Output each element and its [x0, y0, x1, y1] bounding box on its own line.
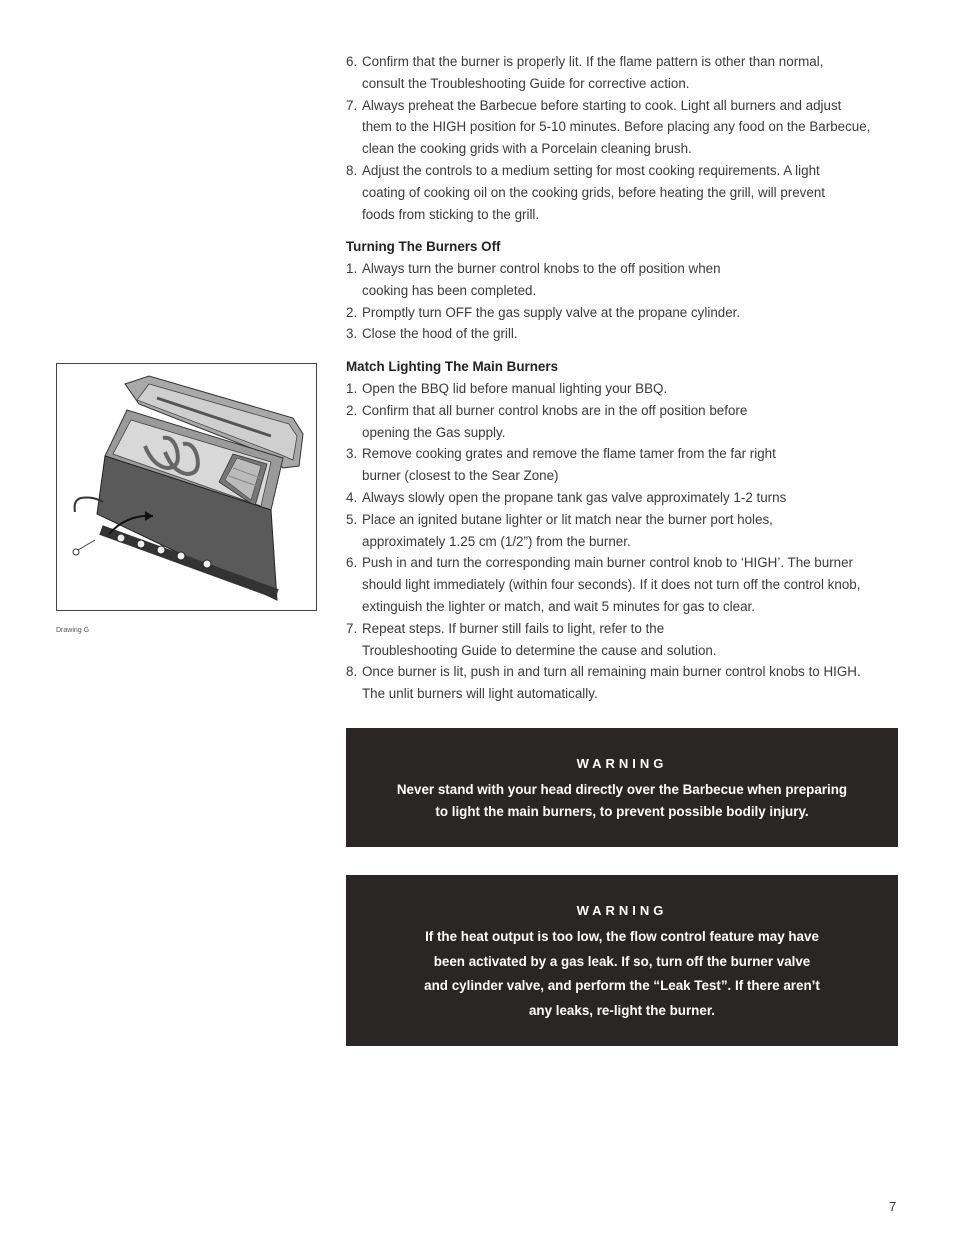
match-lighting-list	[346, 378, 906, 705]
warning-box-head-position	[346, 728, 898, 847]
section-heading: Turning The Burners Off	[346, 239, 501, 254]
list-item: 1. Open the BBQ lid before manual lighting your BBQ.	[346, 381, 668, 396]
list-item: 2. Confirm that all burner control knobs are in the off position before opening the Gas supply.	[346, 402, 748, 440]
figure-caption: Drawing G	[56, 627, 90, 634]
list-item: 6. Push in and turn the corresponding main burner control knob to ‘HIGH’. The burner should light immediately (within four seconds). If it does not turn off the control knob, extinguish the lighter or match, and wait 5 minutes for gas to clear.	[346, 555, 861, 614]
list-item: 7. Always preheat the Barbecue before starting to cook. Light all burners and adjust them to the HIGH position for 5-10 minutes. Before placing any food on the Barbecue, clean the cooking grids with a Porcelain cleaning brush.	[346, 97, 871, 157]
list-item: 3. Remove cooking grates and remove the flame tamer from the far right burner (closest to the Sear Zone)	[346, 446, 776, 484]
drawing-g-figure	[56, 363, 317, 611]
continued-steps-section	[346, 51, 906, 225]
list-item: 1. Always turn the burner control knobs to the off position when cooking has been completed.	[346, 261, 721, 298]
turning-off-section	[346, 237, 906, 345]
warning-title: WARNING	[576, 903, 668, 918]
match-lighting-section	[346, 357, 906, 705]
list-item: 3. Close the hood of the grill.	[346, 326, 518, 342]
list-item: 8. Adjust the controls to a medium setting for most cooking requirements. A light coating of cooking oil on the cooking grids, before heating the grill, will prevent foods from sticking to the grill.	[346, 162, 825, 222]
warning-message: If the heat output is too low, the flow control feature may have been activated by a gas leak. If so, turn off the burner valve and cylinder valve, and perform the “Leak Test”. If there aren’t any leaks, re-light the burner.	[424, 929, 820, 1018]
page-number: 7	[889, 1199, 897, 1214]
list-item: 8. Once burner is lit, push in and turn all remaining main burner control knobs to HIGH. The unlit burners will light automatically.	[346, 664, 861, 702]
warning-title: WARNING	[576, 756, 668, 771]
turning-off-list	[346, 258, 906, 345]
section-heading: Match Lighting The Main Burners	[346, 359, 559, 374]
list-item: 4. Always slowly open the propane tank gas valve approximately 1-2 turns	[346, 489, 787, 505]
list-item: 6. Confirm that the burner is properly lit. If the flame pattern is other than normal, consult the Troubleshooting Guide for corrective action.	[346, 54, 824, 91]
continued-steps-list	[346, 51, 906, 225]
list-item: 5. Place an ignited butane lighter or lit match near the burner port holes, approximately 1.25 cm (1/2”) from the burner.	[346, 511, 773, 549]
warning-message: Never stand with your head directly over the Barbecue when preparing to light the main burners, to prevent possible bodily injury.	[396, 782, 848, 819]
warning-box-heat-output	[346, 875, 898, 1046]
list-item: 2. Promptly turn OFF the gas supply valve at the propane cylinder.	[346, 304, 741, 320]
barbecue-illustration	[57, 364, 316, 610]
list-item: 7. Repeat steps. If burner still fails to light, refer to the Troubleshooting Guide to determine the cause and solution.	[346, 620, 717, 658]
